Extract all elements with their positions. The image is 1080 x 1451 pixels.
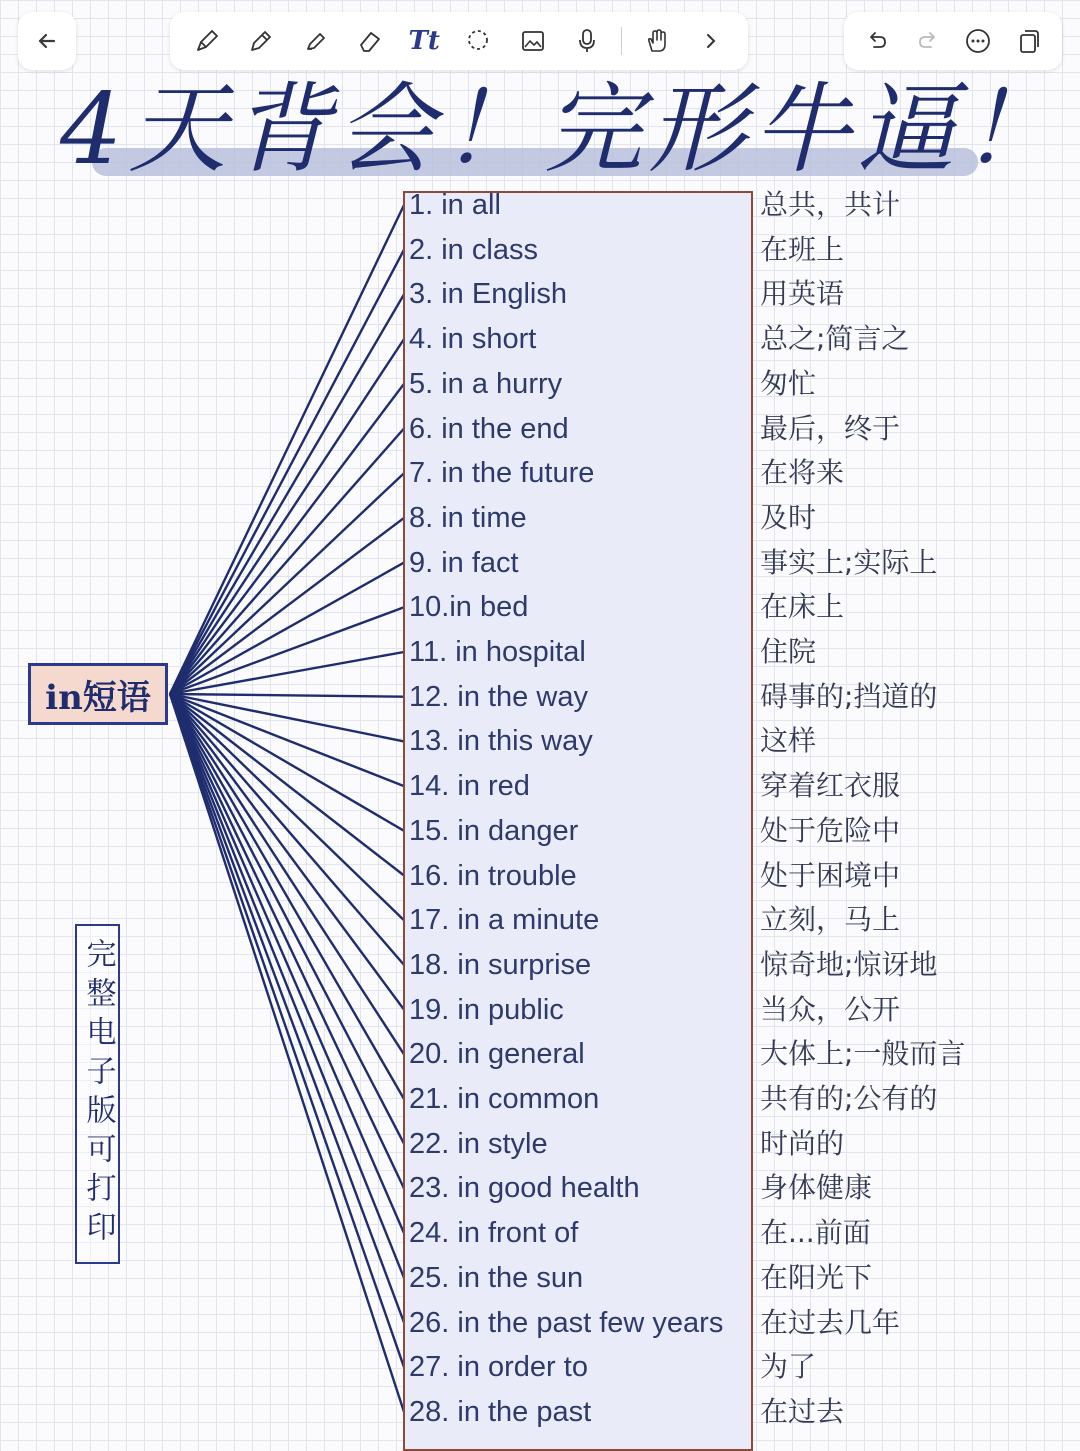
phrase-zh: 住院 (760, 635, 817, 668)
phrase-zh: 在...前面 (760, 1216, 871, 1250)
connector-line (170, 294, 404, 694)
phrase-zh: 匆忙 (760, 366, 817, 400)
connector-line (170, 384, 404, 694)
phrase-zh: 碍事的;挡道的 (760, 679, 938, 713)
connector-line (170, 694, 404, 1054)
phrase-en: 5. in a hurry (409, 367, 563, 400)
phrase-zh: 在班上 (760, 232, 845, 266)
connector-line (170, 429, 404, 695)
phrase-zh: 立刻，马上 (760, 903, 901, 937)
phrase-zh: 共有的;公有的 (760, 1082, 938, 1115)
phrase-en: 6. in the end (409, 412, 569, 445)
phrase-en: 1. in all (409, 189, 501, 221)
connector-line (170, 694, 404, 1188)
side-note: 完整电子版可打印 (80, 938, 116, 1250)
connector-line (170, 694, 404, 1412)
phrase-zh: 在过去几年 (760, 1305, 901, 1339)
phrase-en: 7. in the future (409, 457, 595, 490)
phrase-en: 21. in common (409, 1083, 600, 1115)
phrase-zh: 及时 (760, 500, 817, 534)
phrase-en: 16. in trouble (409, 859, 577, 892)
phrase-zh: 这样 (760, 724, 817, 758)
connector-line (170, 694, 404, 1367)
phrase-en: 11. in hospital (409, 636, 586, 668)
phrase-zh: 事实上;实际上 (760, 545, 938, 579)
phrase-en: 2. in class (409, 233, 538, 266)
phrase-zh: 总之;简言之 (760, 322, 910, 356)
phrase-en: 28. in the past (409, 1395, 592, 1428)
text-tool-label: Tt (408, 26, 440, 56)
phrase-en: 10.in bed (409, 591, 529, 624)
phrase-zh: 为了 (760, 1350, 817, 1384)
phrase-en: 13. in this way (409, 725, 593, 758)
phrase-en: 22. in style (409, 1127, 548, 1160)
phrase-en: 4. in short (409, 323, 537, 356)
phrase-en: 12. in the way (409, 680, 588, 713)
connector-line (170, 694, 404, 697)
connector-line (170, 518, 404, 694)
phrase-zh: 身体健康 (760, 1171, 873, 1205)
connector-line (170, 694, 404, 1099)
phrase-en: 27. in order to (409, 1351, 588, 1384)
phrase-en: 15. in danger (409, 814, 579, 847)
phrase-en: 8. in time (409, 501, 527, 534)
phrase-zh: 在过去 (760, 1394, 845, 1428)
phrase-zh: 处于困境中 (760, 858, 901, 892)
phrase-en: 18. in surprise (409, 948, 592, 981)
side-note-box (75, 924, 120, 1264)
phrase-en: 9. in fact (409, 546, 519, 579)
phrase-en: 25. in the sun (409, 1261, 584, 1294)
phrase-zh: 大体上;一般而言 (760, 1037, 966, 1071)
phrase-en: 3. in English (409, 278, 567, 311)
phrase-en: 20. in general (409, 1038, 585, 1071)
category-label: in短语 (28, 663, 168, 725)
connector-line (170, 339, 404, 694)
phrase-zh: 在床上 (760, 590, 845, 624)
phrase-zh: 最后，终于 (760, 411, 901, 445)
phrase-en: 19. in public (409, 993, 564, 1026)
phrase-zh: 时尚的 (760, 1126, 845, 1160)
phrase-zh: 惊奇地;惊讶地 (760, 947, 938, 981)
phrase-en: 14. in red (409, 770, 530, 803)
phrase-en: 23. in good health (409, 1172, 640, 1205)
phrase-en: 26. in the past few years (409, 1306, 724, 1339)
page-title: 4天背会！完形牛逼！ (60, 73, 1065, 187)
phrase-zh: 用英语 (760, 277, 845, 311)
phrase-en: 24. in front of (409, 1217, 579, 1250)
phrase-zh: 在阳光下 (760, 1260, 873, 1294)
connector-line (170, 694, 404, 1278)
phrase-zh: 在将来 (760, 456, 845, 490)
phrase-en: 17. in a minute (409, 904, 600, 937)
connector-line (170, 694, 404, 1323)
phrase-zh: 总共，共计 (760, 188, 901, 221)
phrase-zh: 穿着红衣服 (760, 769, 901, 803)
phrase-zh: 处于危险中 (760, 813, 901, 847)
connector-line (170, 694, 404, 920)
phrase-zh: 当众，公开 (760, 992, 901, 1026)
